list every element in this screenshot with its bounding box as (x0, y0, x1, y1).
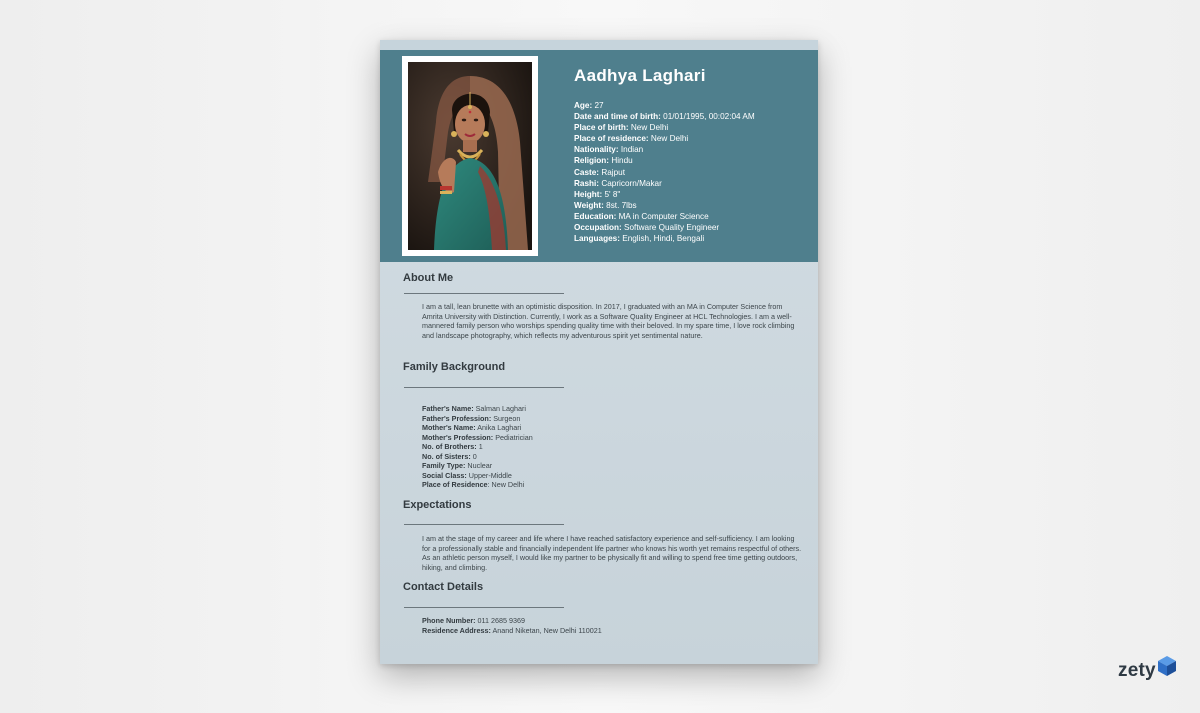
family-brothers: No. of Brothers: 1 (422, 442, 483, 451)
detail-occupation: Occupation: Software Quality Engineer (574, 223, 720, 233)
contact-phone: Phone Number: 011 2685 9369 (422, 616, 525, 625)
contact-heading: Contact Details (403, 581, 484, 593)
expectations-text: I am at the stage of my career and life where I have reached satisfactory experience and self-sufficiency. I am looking for a professionally stable and financially independent life partner who knows his worth yet remains respectful of others. As an athletic person myself, I would like my partner to be physically fit and willing to spend free time getting outdoors, hiking, and climbing. (422, 534, 802, 572)
contact-address: Residence Address: Anand Niketan, New Delhi 110021 (422, 625, 602, 635)
detail-residence: Place of residence: New Delhi (574, 134, 689, 144)
detail-caste: Caste: Rajput (574, 167, 625, 177)
about-heading: About Me (403, 272, 454, 284)
family-father-profession: Father's Profession: Surgeon (422, 413, 521, 423)
family-residence: Place of Residence: New Delhi (422, 480, 525, 489)
personal-details-list (574, 100, 755, 244)
profile-name: Aadhya Laghari (574, 66, 706, 85)
top-strip (380, 40, 818, 50)
family-details-list (422, 404, 533, 490)
resume-page (380, 40, 818, 664)
family-divider (404, 387, 564, 388)
expectations-divider (404, 524, 564, 525)
about-text: I am a tall, lean brunette with an optimistic disposition. In 2017, I graduated with an MA in Computer Science from Amrita University with Distinction. Currently, I work as a Software Quality Engineer at HCL Technologies. I am a well-mannered family person who worships spending quality time with their beloved. In my spare time, I love rock climbing and landscape photography, which reflects my adventurous spirit yet sentimental nature. (422, 302, 795, 340)
detail-rashi: Rashi: Capricorn/Makar (574, 178, 662, 188)
detail-nationality: Nationality: Indian (574, 145, 644, 155)
detail-weight: Weight: 8st. 7lbs (574, 200, 637, 210)
detail-birth-datetime: Date and time of birth: 01/01/1995, 00:02:04 AM (574, 112, 755, 122)
detail-age: Age: 27 (574, 101, 604, 110)
zety-logo[interactable] (1118, 660, 1177, 682)
expectations-heading: Expectations (403, 499, 472, 511)
detail-religion: Religion: Hindu (574, 156, 633, 166)
family-heading: Family Background (403, 361, 506, 373)
profile-photo (408, 62, 532, 250)
zety-wordmark: zety (1118, 660, 1156, 681)
family-social-class: Social Class: Upper-Middle (422, 470, 512, 480)
contact-details-list (422, 616, 602, 635)
cube-logo-icon (1157, 655, 1177, 677)
detail-height: Height: 5' 8" (574, 189, 621, 199)
profile-header (380, 50, 818, 262)
detail-languages: Languages: English, Hindi, Bengali (574, 234, 705, 244)
photo-frame (402, 56, 538, 256)
family-mother-name: Mother's Name: Anika Laghari (422, 423, 522, 432)
family-type: Family Type: Nuclear (422, 461, 493, 470)
family-sisters: No. of Sisters: 0 (422, 451, 477, 461)
about-divider (404, 293, 564, 294)
contact-divider (404, 607, 564, 608)
family-mother-profession: Mother's Profession: Pediatrician (422, 432, 533, 442)
detail-birth-place: Place of birth: New Delhi (574, 123, 669, 133)
family-father-name: Father's Name: Salman Laghari (422, 404, 526, 413)
detail-education: Education: MA in Computer Science (574, 211, 709, 221)
